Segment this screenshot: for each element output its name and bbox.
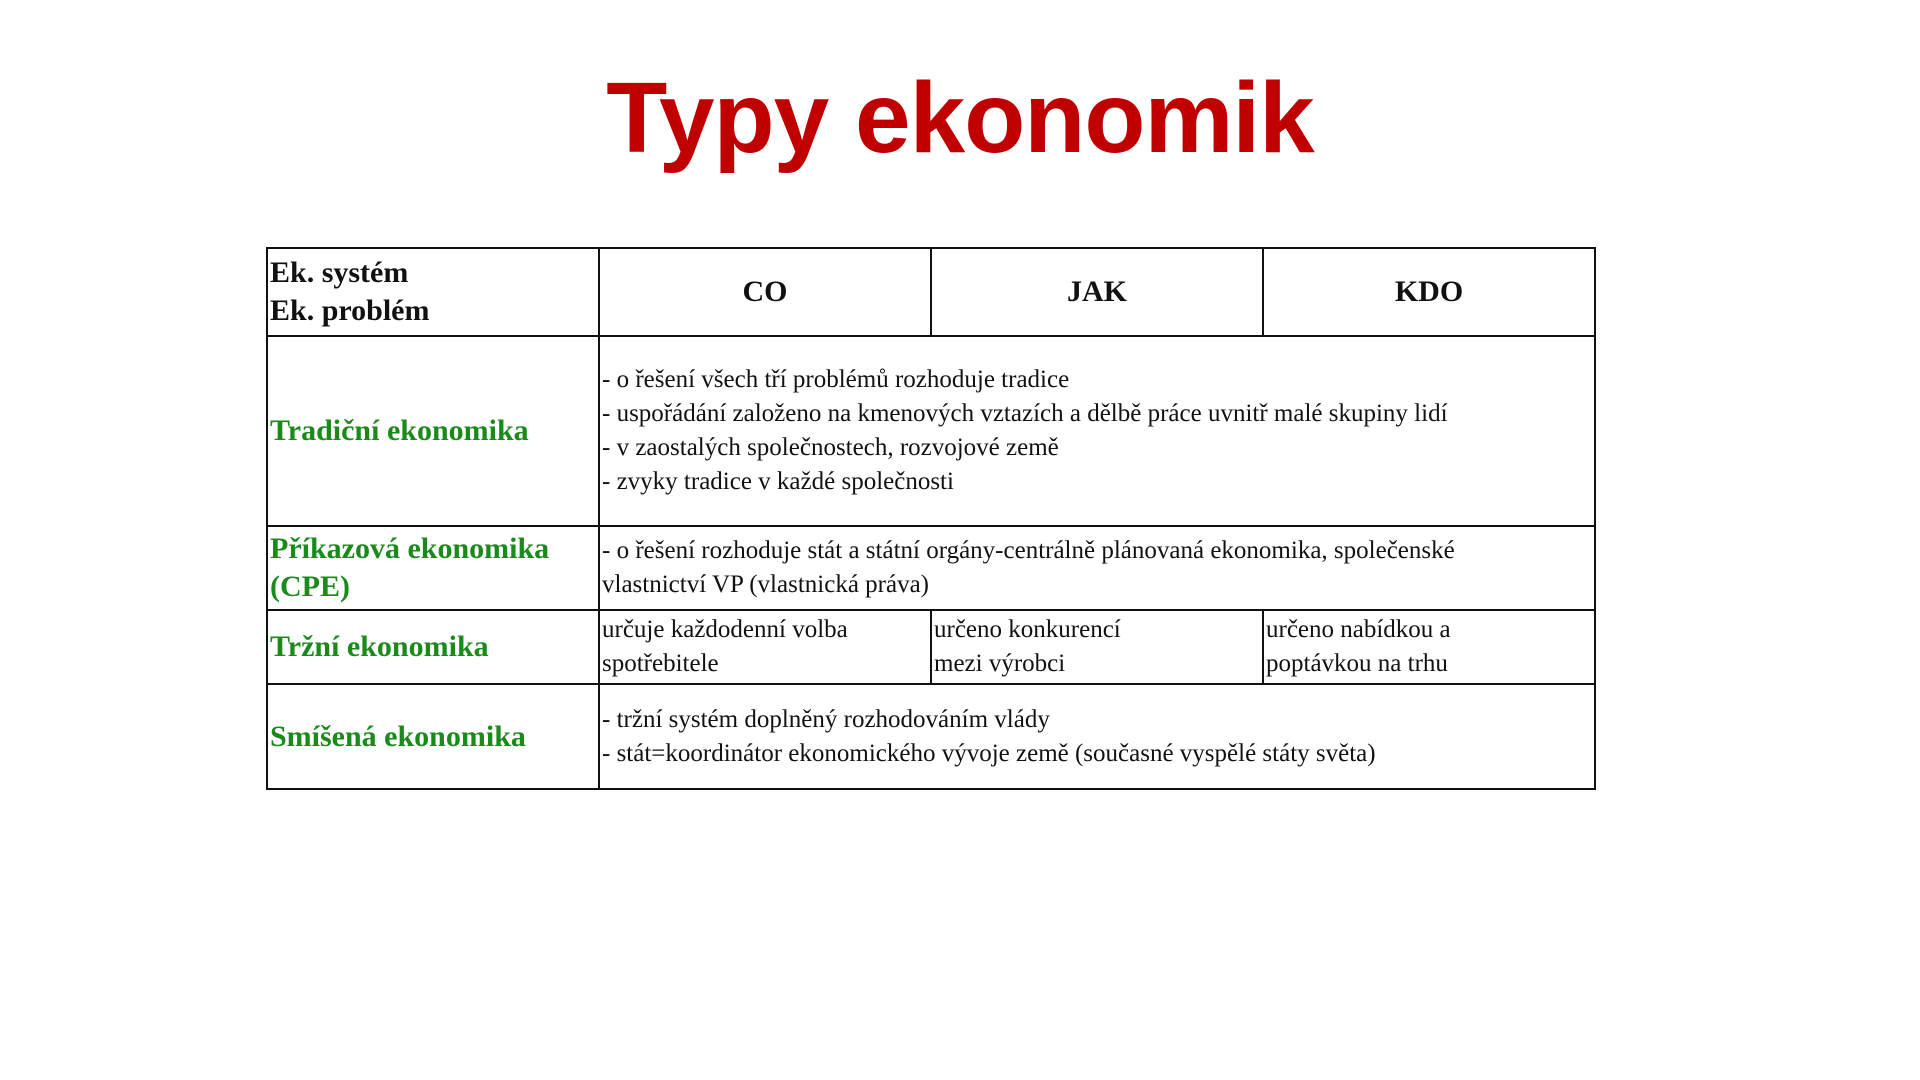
header-kdo: KDO	[1263, 248, 1595, 336]
market-co-cell	[599, 610, 931, 684]
command-point-1-cont: vlastnictví VP (vlastnická práva)	[602, 571, 930, 598]
traditional-point-2: - uspořádání založeno na kmenových vztazích a dělbě práce uvnitř malé skupiny lidí	[602, 400, 1448, 427]
mixed-point-1: - tržní systém doplněný rozhodováním vlády	[602, 705, 1050, 733]
traditional-description-cell	[599, 336, 1595, 526]
row-label-traditional: Tradiční ekonomika	[267, 336, 599, 526]
command-point-1: - o řešení rozhoduje stát a státní orgány-centrálně plánovaná ekonomika, společenské	[602, 537, 1455, 564]
slide-title: Typy ekonomik	[606, 62, 1314, 174]
economy-types-table	[266, 247, 1596, 790]
header-co: CO	[599, 248, 931, 336]
mixed-point-2: - stát=koordinátor ekonomického vývoje země (současné vyspělé státy světa)	[602, 739, 1376, 767]
row-label-mixed: Smíšená ekonomika	[267, 684, 599, 789]
traditional-point-1: - o řešení všech tří problémů rozhoduje tradice	[602, 366, 1070, 393]
market-jak-line1: určeno konkurencí	[934, 616, 1121, 643]
market-jak-line2: mezi výrobci	[934, 650, 1066, 677]
table-header-row	[267, 248, 1595, 336]
market-co-line1: určuje každodenní volba	[602, 616, 848, 643]
table-row-command	[267, 526, 1595, 610]
market-jak-cell	[931, 610, 1263, 684]
market-co-line2: spotřebitele	[602, 650, 719, 677]
mixed-description-cell	[599, 684, 1595, 789]
table-row-market	[267, 610, 1595, 684]
market-kdo-line1: určeno nabídkou a	[1266, 616, 1451, 643]
table-row-mixed	[267, 684, 1595, 789]
corner-header-cell	[267, 248, 599, 336]
command-label-line2: (CPE)	[270, 570, 350, 603]
corner-line-system: Ek. systém	[270, 256, 409, 289]
row-label-command	[267, 526, 599, 610]
header-jak: JAK	[931, 248, 1263, 336]
command-description-cell	[599, 526, 1595, 610]
table-row-traditional	[267, 336, 1595, 526]
traditional-point-3: - v zaostalých společnostech, rozvojové země	[602, 434, 1059, 461]
market-kdo-cell	[1263, 610, 1595, 684]
traditional-point-4: - zvyky tradice v každé společnosti	[602, 468, 954, 495]
command-label-line1: Příkazová ekonomika	[270, 532, 550, 565]
corner-line-problem: Ek. problém	[270, 294, 430, 327]
market-kdo-line2: poptávkou na trhu	[1266, 650, 1448, 677]
row-label-market: Tržní ekonomika	[267, 610, 599, 684]
